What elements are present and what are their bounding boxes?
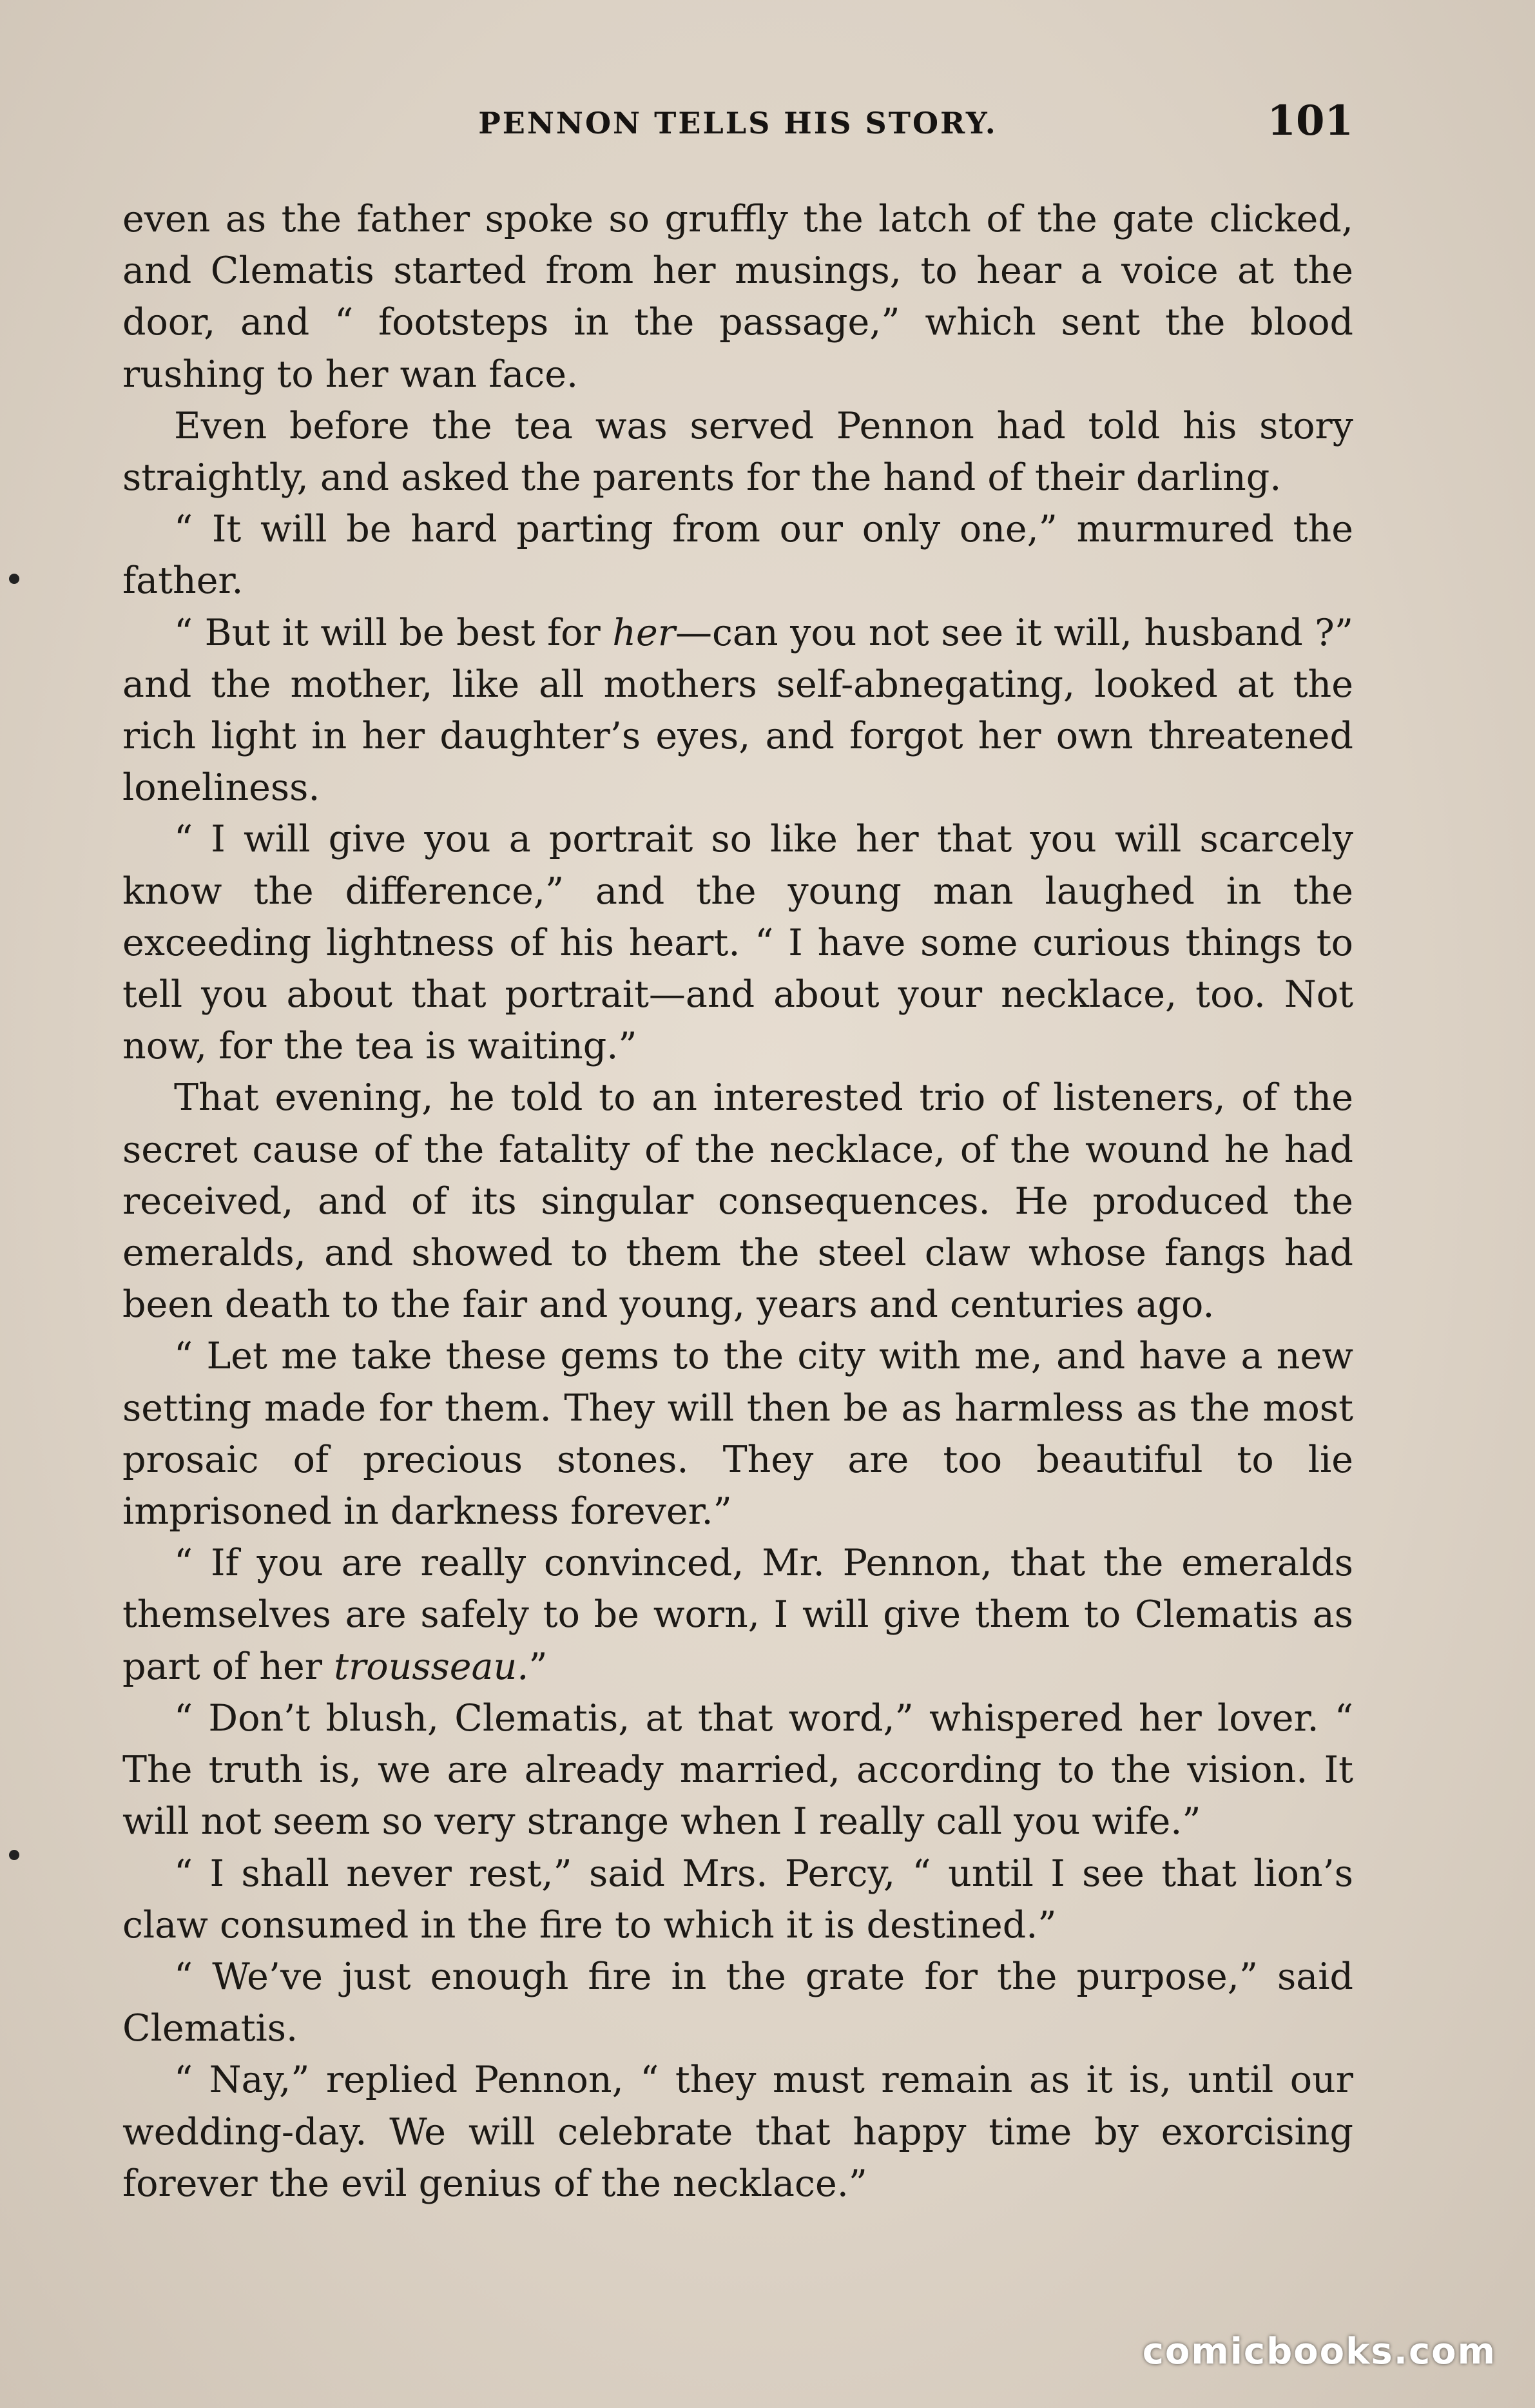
paragraph: “ Let me take these gems to the city with me, and have a new setting made for them. They will then be as harmless as the most prosaic of precious stones. They are too beautiful to lie imprisoned in darkness forever.” (122, 1335, 1353, 1533)
paragraph-text: “ But it will be best for (174, 611, 613, 654)
paragraph: “ It will be hard parting from our only one,” murmured the father. (122, 508, 1353, 603)
page-header (122, 97, 1353, 148)
paragraph-text: “ If you are really convinced, Mr. Pennon, that the emeralds themselves are safely to be worn, I will give them to Clematis as part of her (122, 1542, 1353, 1688)
running-head: PENNON TELLS HIS STORY. (478, 106, 998, 141)
paragraph: “ I will give you a portrait so like her that you will scarcely know the difference,” and the young man laughed in the exceeding lightness of his heart. “ I have some curious things to tell you about that portrait—and about your necklace, too. Not now, for the tea is waiting.” (122, 818, 1353, 1068)
paragraph: That evening, he told to an interested trio of listeners, of the secret cause of the fatality of the necklace, of the wound he had received, and of its singular consequences. He produced the emeralds, and showed to them the steel claw whose fangs had been death to the fair and young, years and centuries ago. (122, 1076, 1353, 1326)
ink-spot (9, 574, 19, 584)
paragraph: “ We’ve just enough fire in the grate for the purpose,” said Clematis. (122, 1955, 1353, 2050)
paragraph: “ Nay,” replied Pennon, “ they must remain as it is, until our wedding-day. We will celebrate that happy time by exorcising forever the evil genius of the necklace.” (122, 2059, 1353, 2205)
paragraph: Even before the tea was served Pennon had told his story straightly, and asked the parents for the hand of their darling. (122, 404, 1353, 500)
paragraph-text: —can you not see it will, husband ?” and the mother, like all mothers self-abnegating, looked at the rich light in her daughter’s eyes, and forgot her own threatened loneliness. (122, 611, 1353, 810)
paragraph: “ I shall never rest,” said Mrs. Percy, “ until I see that lion’s claw consumed in the fire to which it is destined.” (122, 1852, 1353, 1947)
paragraph: even as the father spoke so gruffly the latch of the gate clicked, and Clematis started from her musings, to hear a voice at the door, and “ footsteps in the passage,” which sent the blood rushing to her wan face. (122, 198, 1353, 396)
italic-word: her (612, 611, 675, 654)
page-number: 101 (1267, 97, 1353, 145)
paragraph (122, 1537, 1353, 1693)
paragraph-text: ” (528, 1645, 548, 1688)
ink-spot (9, 1850, 19, 1860)
paragraph (122, 607, 1353, 814)
paragraph: “ Don’t blush, Clematis, at that word,” whispered her lover. “ The truth is, we are already married, according to the vision. It will not seem so very strange when I really call you wife.” (122, 1696, 1353, 1843)
watermark: comicbooks.com (1142, 2331, 1496, 2373)
italic-word: trousseau. (334, 1645, 529, 1688)
body-text (122, 193, 1353, 2209)
